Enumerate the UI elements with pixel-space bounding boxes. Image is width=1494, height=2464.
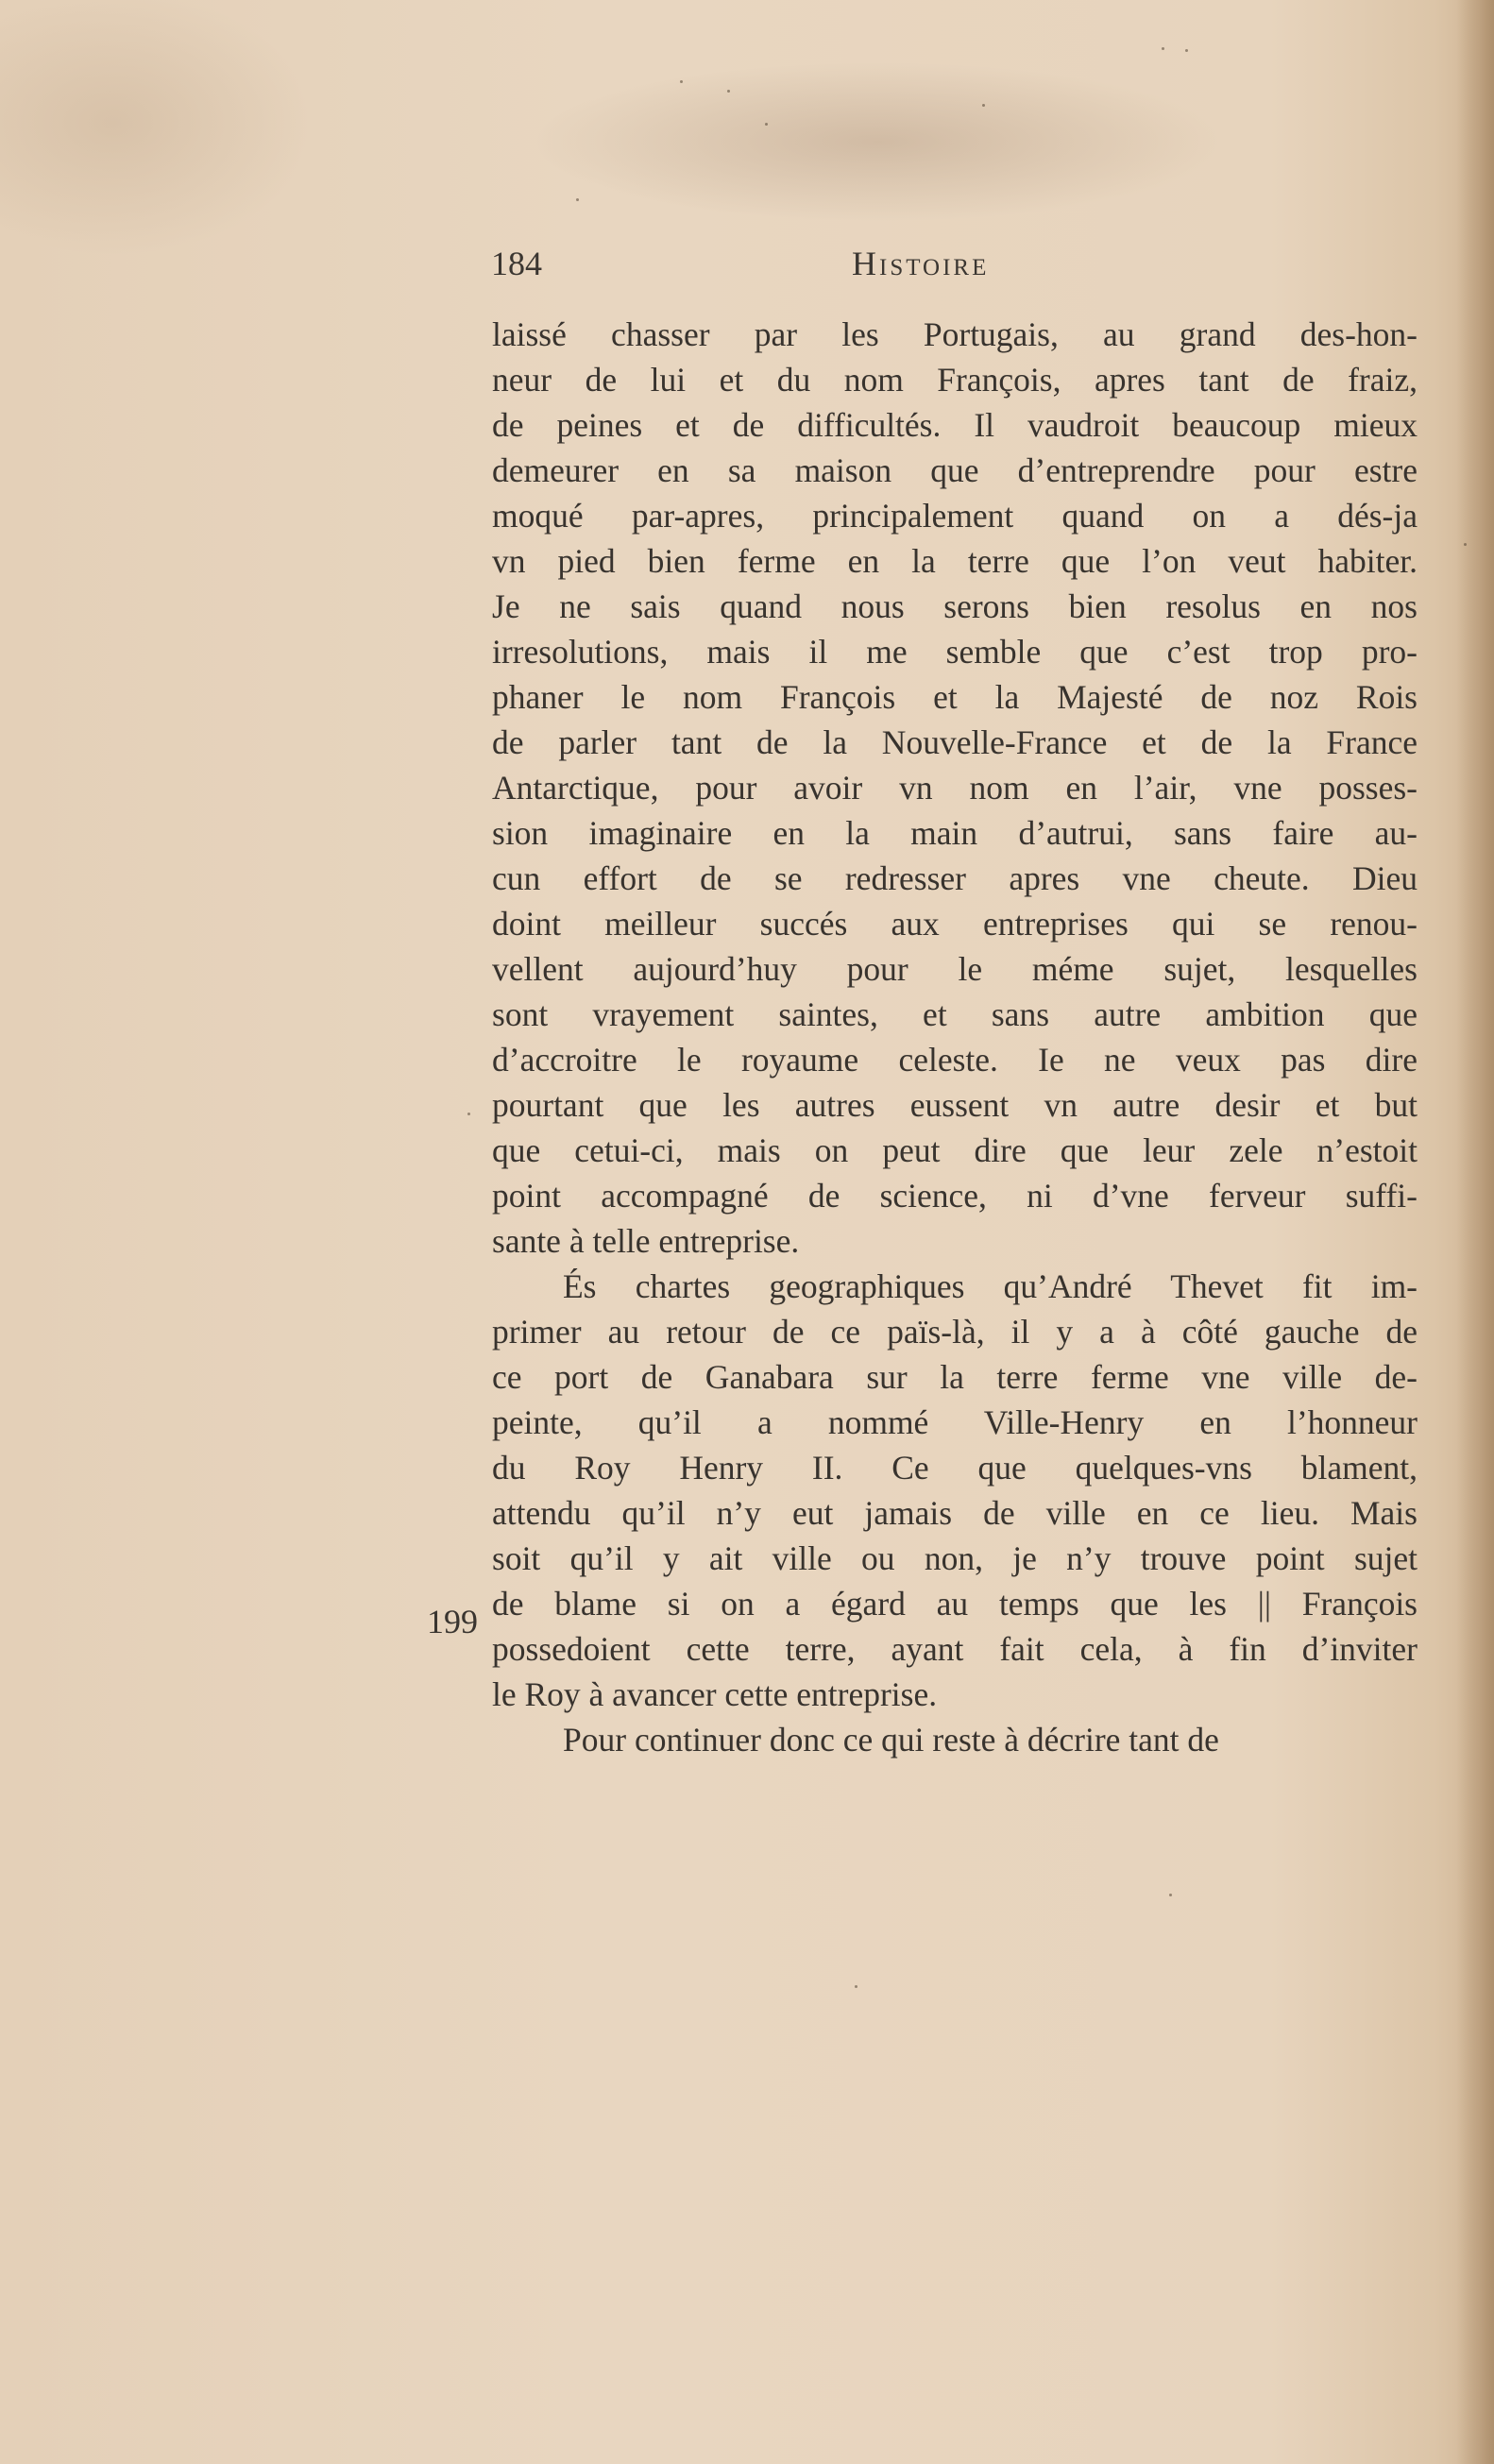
text-line: cun effort de se redresser apres vne cheute. Dieu (492, 859, 1418, 897)
running-title: Histoire (852, 245, 990, 282)
text-line: point accompagné de science, ni d’vne ferveur suffi- (492, 1177, 1418, 1215)
paper-speck (727, 90, 730, 93)
text-line: Je ne sais quand nous serons bien resolus en nos (492, 587, 1418, 625)
paper-speck (680, 80, 683, 83)
paper-speck (982, 104, 985, 107)
text-line: moqué par-apres, principalement quand on a dés-ja (492, 497, 1418, 535)
text-line: ce port de Ganabara sur la terre ferme vne ville de- (492, 1358, 1418, 1396)
text-line: que cetui-ci, mais on peut dire que leur zele n’estoit (492, 1131, 1418, 1169)
text-line: le Roy à avancer cette entreprise. (492, 1675, 938, 1713)
paper-speck (855, 1985, 857, 1988)
paper-speck (1464, 543, 1467, 546)
text-line: primer au retour de ce païs-là, il y a à côté gauche de (492, 1313, 1418, 1351)
text-line: irresolutions, mais il me semble que c’est trop pro- (492, 633, 1418, 671)
text-line: d’accroitre le royaume celeste. Ie ne veux pas dire (492, 1041, 1418, 1079)
text-line: demeurer en sa maison que d’entreprendre pour estre (492, 451, 1418, 489)
text-line: sont vrayement saintes, et sans autre ambition que (492, 995, 1418, 1033)
paper-speck (576, 198, 579, 201)
page-number: 184 (491, 245, 542, 282)
running-head (491, 244, 1435, 291)
text-line: pourtant que les autres eussent vn autre desir et but (492, 1086, 1418, 1124)
margin-page-reference: 199 (427, 1603, 478, 1640)
text-line: vellent aujourd’huy pour le méme sujet, lesquelles (492, 950, 1418, 988)
text-line: attendu qu’il n’y eut jamais de ville en ce lieu. Mais (492, 1494, 1418, 1532)
text-line: sion imaginaire en la main d’autrui, sans faire au- (492, 814, 1418, 852)
paper-speck (467, 1113, 470, 1115)
text-line: neur de lui et du nom François, apres tant de fraiz, (492, 361, 1418, 399)
text-line: doint meilleur succés aux entreprises qui se renou- (492, 905, 1418, 943)
text-line: És chartes geographiques qu’André Thevet fit im- (563, 1267, 1418, 1305)
body-text (492, 312, 1418, 1762)
paper-speck (1169, 1894, 1172, 1896)
text-line: peinte, qu’il a nommé Ville-Henry en l’honneur (492, 1403, 1418, 1441)
text-line: de blame si on a égard au temps que les || François (492, 1585, 1418, 1623)
text-line: phaner le nom François et la Majesté de noz Rois (492, 678, 1418, 716)
text-line: Antarctique, pour avoir vn nom en l’air, vne posses- (492, 769, 1418, 807)
text-line: du Roy Henry II. Ce que quelques-vns blament, (492, 1449, 1418, 1487)
text-line: de peines et de difficultés. Il vaudroit beaucoup mieux (492, 406, 1418, 444)
text-line: de parler tant de la Nouvelle-France et de la France (492, 723, 1418, 761)
text-line: possedoient cette terre, ayant fait cela, à fin d’inviter (492, 1630, 1418, 1668)
paper-speck (1185, 49, 1188, 52)
page-edge-shadow (1456, 0, 1494, 2464)
text-line: laissé chasser par les Portugais, au grand des-hon- (492, 315, 1418, 353)
text-line: vn pied bien ferme en la terre que l’on veut habiter. (492, 542, 1418, 580)
text-line: soit qu’il y ait ville ou non, je n’y trouve point sujet (492, 1539, 1418, 1577)
paper-speck (765, 123, 768, 126)
paper-speck (1162, 47, 1164, 50)
text-line: sante à telle entreprise. (492, 1222, 800, 1260)
text-line: Pour continuer donc ce qui reste à décrire tant de (563, 1721, 1219, 1759)
